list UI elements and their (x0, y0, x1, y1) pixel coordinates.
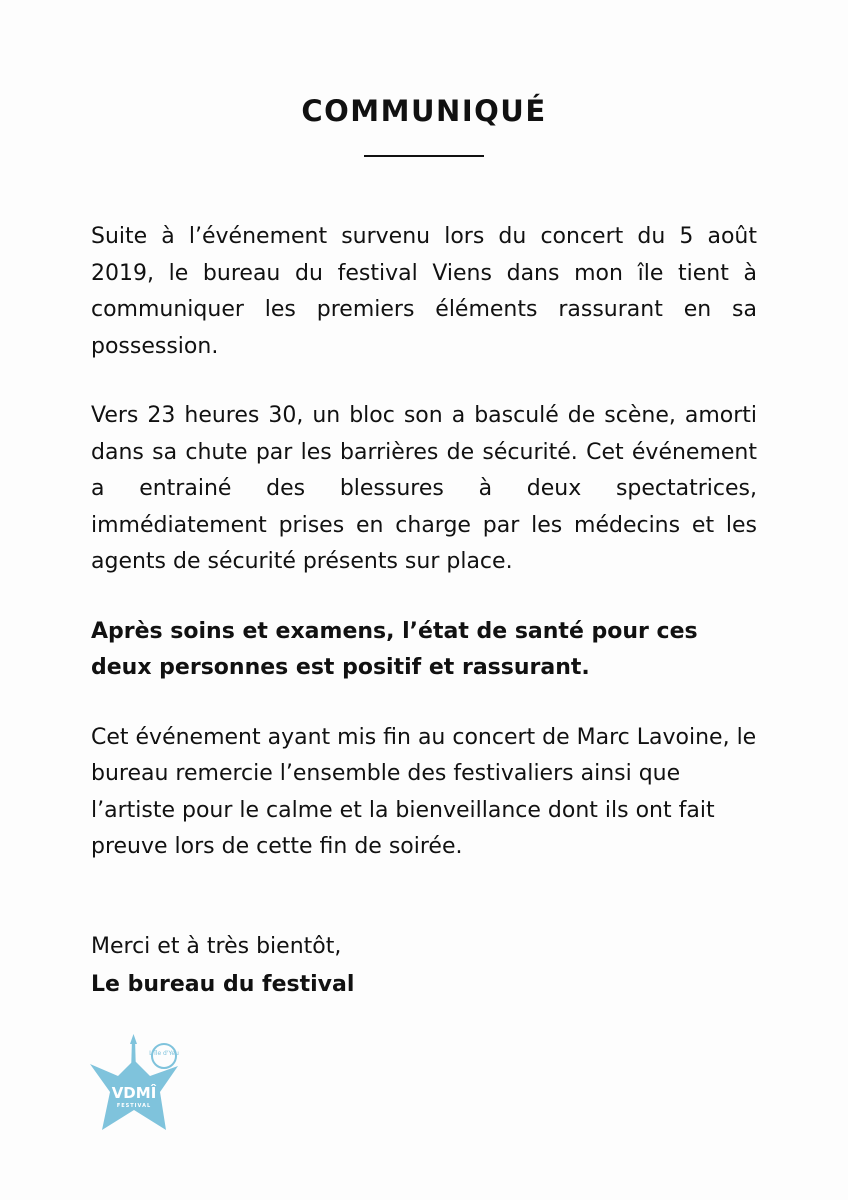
logo-subtitle: FESTIVAL (116, 1103, 152, 1109)
paragraph-intro: Suite à l’événement survenu lors du concert du 5 août 2019, le bureau du festival Viens dans mon île tient à communiquer les premiers éléments rassurant en sa possession. (91, 224, 757, 359)
signature: Le bureau du festival (91, 972, 355, 997)
paragraph-incident: Vers 23 heures 30, un bloc son a basculé de scène, amorti dans sa chute par les barrières de sécurité. Cet événement a entrainé des blessures à deux spectatrices, immédiatement prises en charge par les médecins et les agents de sécurité présents sur place. (91, 403, 757, 574)
logo-badge-text: L'île d'Yeu (149, 1050, 179, 1057)
paragraph-health-status: Après soins et examens, l’état de santé pour ces deux personnes est positif et rassurant. (91, 618, 698, 680)
signoff (91, 928, 354, 1004)
paragraph-thanks: Cet événement ayant mis fin au concert de Marc Lavoine, le bureau remercie l’ensemble des festivaliers ainsi que l’artiste pour le calme et la bienveillance dont ils ont fait preuve lors de cette fin de soirée. (91, 724, 757, 859)
closing-line: Merci et à très bientôt, (91, 934, 342, 959)
logo-name: VDMÎ (111, 1084, 157, 1102)
communique-body (91, 219, 757, 899)
page-title: COMMUNIQUÉ (301, 94, 547, 128)
festival-logo-icon (88, 1034, 180, 1134)
title-underline (364, 155, 484, 157)
